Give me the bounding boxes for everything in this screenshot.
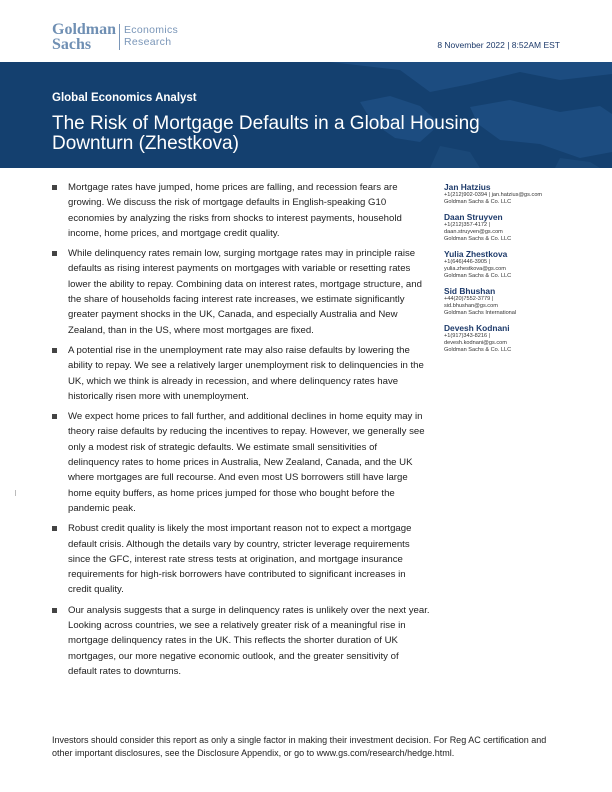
author-firm: Goldman Sachs & Co. LLC [444,347,512,353]
bullet-text: Our analysis suggests that a surge in delinquency rates is unlikely over the next year. Looking across countries, we see a relatively greater risk of a meaningful rise in mortgage delinquency rates in the UK. This reflects the shorter duration of UK mortgages, our more negative economic outlook, and the greater sensitivity of default rates to downturns. [68,604,430,677]
dept-line1: Economics [124,24,179,36]
bullet-square-icon [52,251,57,256]
author-card [444,286,584,317]
author-email[interactable]: devesh.kodnani@gs.com [444,340,507,346]
logo-line2: Sachs [52,36,92,53]
bullet-point [52,343,430,404]
bullet-point [52,521,430,597]
author-phone: +1(212)357-4172 | [444,222,491,228]
author-name: Daan Struyven [444,212,503,222]
author-firm: Goldman Sachs International [444,310,517,316]
author-name: Jan Hatzius [444,182,491,192]
author-firm: Goldman Sachs & Co. LLC [444,236,512,242]
author-phone: +1(917)343-8216 | [444,333,491,339]
dept-line2: Research [124,36,172,48]
header [0,0,612,62]
author-card [444,249,584,280]
department-label [124,24,178,48]
bullet-square-icon [52,526,57,531]
author-firm: Goldman Sachs & Co. LLC [444,273,512,279]
publication-date: 8 November 2022 | 8:52AM EST [437,40,560,50]
disclosure-footer: Investors should consider this report as only a single factor in making their investment decision. For Reg AC certification and other important disclosures, see the Disclosure Appendix, or go to www.gs.com/research/hedge.html. [52,735,547,758]
logo-divider [119,24,120,50]
author-contact[interactable]: +1(212)902-0394 | jan.hatzius@gs.com [444,192,543,198]
author-name: Yulia Zhestkova [444,249,508,259]
author-name: Sid Bhushan [444,286,496,296]
goldman-sachs-logo [52,22,116,52]
bullet-square-icon [52,608,57,613]
bullet-text: A potential rise in the unemployment rate may also raise defaults by lowering the ability to repay. We see a relatively larger unemployment risk to delinquencies in the UK, which we think is already in recession, and where delinquency rates have historically risen more with unemployment. [68,344,424,402]
author-list [444,182,584,360]
bullet-point [52,603,430,679]
summary-bullets [52,180,430,684]
bullet-square-icon [52,185,57,190]
author-firm: Goldman Sachs & Co. LLC [444,199,512,205]
logo-line1: Goldman [52,21,117,38]
author-email[interactable]: daan.struyven@gs.com [444,229,503,235]
author-email[interactable]: sid.bhushan@gs.com [444,303,498,309]
bullet-text: Robust credit quality is likely the most important reason not to expect a mortgage default crisis. Although the details vary by country, stricter leverage requirements since the GFC, interest rate stress tests at origination, and mortgage insurance requirements for high-risk borrowers have contributed to significant increases in credit quality. [68,523,412,596]
author-phone: +1(646)446-3905 | [444,259,491,265]
bullet-text: We expect home prices to fall further, and additional declines in home equity may in theory raise defaults by reducing the incentives to repay. However, we generally see only a modest risk of strategic defaults. We estimate small sensitivities of delinquency rates to home prices in Australia, New Zealand, Canada, and the UK where mortgages are full recourse. And even most US borrowers still have large home equity buffers, as home prices jumped for those who bought before the pandemic peak. [68,411,425,514]
bullet-point [52,409,430,516]
author-card [444,323,584,354]
author-email[interactable]: yulia.zhestkova@gs.com [444,266,506,272]
bullet-square-icon [52,348,57,353]
margin-mark [15,490,16,496]
bullet-text: Mortgage rates have jumped, home prices are falling, and recession fears are growing. We discuss the risk of mortgage defaults in English-speaking G10 economies by analyzing the risks from shocks to interest payments, household income, home prices, and mortgage credit quality. [68,182,402,239]
report-title: The Risk of Mortgage Defaults in a Global Housing Downturn (Zhestkova) [52,113,480,154]
bullet-point [52,180,430,241]
author-phone: +44(20)7552-3779 | [444,296,494,302]
author-card [444,212,584,243]
bullet-square-icon [52,414,57,419]
author-card [444,182,584,206]
author-name: Devesh Kodnani [444,323,510,333]
bullet-point [52,246,430,338]
bullet-text: While delinquency rates remain low, surging mortgage rates may in principle raise defaults as rising interest payments on mortgages with variable or resetting rates lower the ability to repay. Combining data on interest rates, mortgage structure, and the share of households facing interest rate increases, we estimate significantly greater payment shocks in the UK, Canada, and especially Australia and New Zealand, than in the US, where most mortgages are fixed. [68,248,422,336]
series-label: Global Economics Analyst [52,92,197,104]
